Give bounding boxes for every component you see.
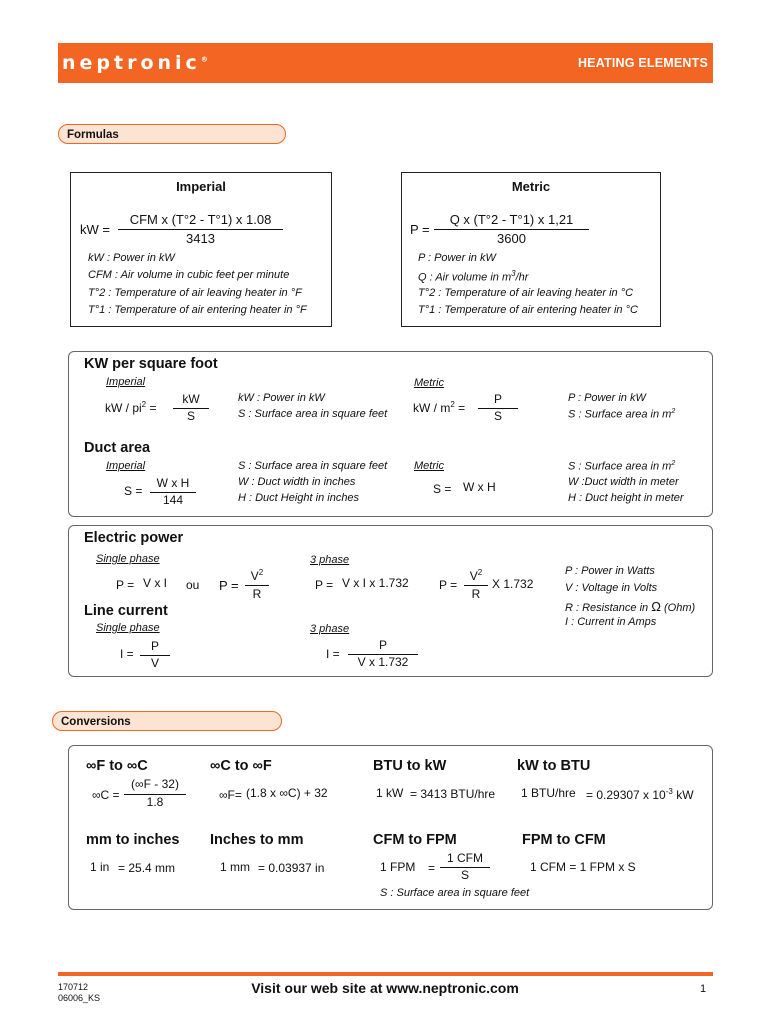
metric-fraction-bar [434,229,589,230]
conv-btu-to-kw-title: BTU to kW [373,758,447,774]
imperial-numerator: CFM x (T°2 - T°1) x 1.08 [129,212,272,227]
electric-sp2-lhs: P = [219,578,239,593]
metric-title: Metric [511,179,551,194]
conv-in-to-mm-lhs: 1 mm [220,860,250,874]
line-tp-lhs: I = [326,647,340,661]
conv-in-to-mm-rhs: = 0.03937 in [258,861,325,875]
electric-sp2-den: R [252,587,262,601]
metric-legend-q: Q : Air volume in $m^3/hr$ [418,269,529,284]
kw-imperial-lhs: kW / $pi^2$ = [105,400,157,415]
conv-mm-to-in-rhs: = 25.4 mm [118,861,176,875]
kw-imperial-den: S [186,409,195,423]
kw-imperial-num: kW [182,392,200,406]
duct-area-title: Duct area [84,440,151,456]
metric-legend-p: P : Power in kW [418,252,496,264]
duct-imperial-label: Imperial [106,460,146,472]
conv-kw-to-btu-lhs: 1 BTU/hre [521,786,576,800]
conv-cfm-to-fpm-lhs: 1 FPM [380,860,416,874]
conv-fpm-to-cfm-expr: 1 CFM = 1 FPM x S [530,860,636,874]
electric-sp2-bar [245,585,269,586]
footer-code1: 170712 [58,982,89,992]
line-single-phase-label: Single phase [96,622,160,634]
conv-f-to-c-title: ∞F to ∞C [86,758,148,774]
kw-imperial-legend-kw: kW : Power in kW [238,392,325,404]
line-tp-num: P [378,638,387,652]
duct-metric-legend-s: S : Surface area in $m^2$ [568,460,676,473]
footer-rule [58,972,713,976]
imperial-legend-t1: T°1 : Temperature of air entering heater in °F [88,304,307,316]
kw-metric-legend-p: P : Power in kW [568,392,646,404]
conv-f-to-c-num: (∞F - 32) [131,777,179,791]
kw-per-sqft-title: KW per square foot [84,356,218,372]
footer-code2: 06006_KS [58,993,101,1003]
electric-tp-lhs: P = [315,578,334,592]
line-three-phase-label: 3 phase [310,623,350,635]
metric-denominator: 3600 [497,231,526,246]
duct-metric-rhs: W x H [463,480,496,494]
imperial-fraction-bar [118,229,283,230]
kw-imperial-label: Imperial [106,376,146,388]
electric-legend-p: P : Power in Watts [565,565,655,577]
neptronic-logo[interactable] [62,52,208,74]
duct-metric-legend-w: W :Duct width in meter [568,476,679,488]
conv-mm-to-in-lhs: 1 in [90,860,110,874]
duct-imperial-legend-h: H : Duct Height in inches [238,492,360,504]
conv-kw-to-btu-title: kW to BTU [517,758,591,774]
conversions-section-label: Conversions [52,711,282,731]
electric-tp2-den: R [471,587,481,601]
conv-f-to-c-den: 1.8 [146,795,164,809]
line-sp-den: V [150,656,159,670]
conv-mm-to-in-title: mm to inches [86,832,180,848]
page-number: 1 [700,983,707,995]
logo-text: neptronic [62,52,201,74]
duct-metric-legend-h: H : Duct height in meter [568,492,684,504]
conv-c-to-f-lhs: ∞F= [219,788,242,802]
duct-imperial-legend-w: W : Duct width in inches [238,476,356,488]
header-title: HEATING ELEMENTS [577,56,708,70]
duct-imperial-legend-s: S : Surface area in square feet [238,460,388,472]
line-tp-den: V x 1.732 [357,655,409,669]
kw-metric-lhs: kW / $m^2$ = [413,400,466,415]
conv-cfm-to-fpm-num: 1 CFM [447,851,483,865]
imperial-denominator: 3413 [186,231,215,246]
line-sp-num: P [150,639,159,653]
duct-metric-lhs: S = [433,482,452,496]
footer-website-link[interactable]: Visit our web site at www.neptronic.com [251,980,519,996]
imperial-lhs: kW = [80,222,110,237]
electric-tp2-tail: X 1.732 [492,577,534,591]
electric-ou: ou [186,578,200,592]
duct-imperial-num: W x H [156,476,190,490]
electric-power-title: Electric power [84,530,184,546]
electric-sp-lhs: P = [116,578,135,592]
conv-c-to-f-rhs: (1.8 x ∞C) + 32 [246,786,328,800]
electric-legend-r: R : Resistance in Ω (Ohm) [565,599,696,614]
line-sp-lhs: I = [120,647,134,661]
conv-fpm-to-cfm-title: FPM to CFM [522,832,606,848]
electric-three-phase-label: 3 phase [310,554,350,566]
kw-imperial-legend-s: S : Surface area in square feet [238,408,388,420]
kw-metric-den: S [493,409,502,423]
electric-legend-i: I : Current in Amps [565,616,657,628]
kw-metric-legend-s: S : Surface area in $m^2$ [568,408,676,421]
imperial-legend-cfm: CFM : Air volume in cubic feet per minute [88,269,290,281]
conv-in-to-mm-title: Inches to mm [210,832,304,848]
conv-f-to-c-lhs: ∞C = [92,788,120,802]
electric-tp2-bar [464,585,488,586]
electric-sp-rhs: V x I [143,576,168,590]
electric-tp2-num: $V^2$ [469,568,483,583]
imperial-legend-kw: kW : Power in kW [88,252,175,264]
duct-imperial-den: 144 [162,493,184,507]
imperial-title: Imperial [176,179,226,194]
conv-kw-to-btu-rhs: = 0.29307 x $10^{-3}$ kW [586,787,694,802]
electric-legend-v: V : Voltage in Volts [565,582,658,594]
electric-single-phase-label: Single phase [96,553,160,565]
conv-cfm-to-fpm-title: CFM to FPM [373,832,457,848]
duct-imperial-lhs: S = [124,484,143,498]
conv-cfm-to-fpm-note: S : Surface area in square feet [380,887,530,899]
conv-cfm-to-fpm-den: S [460,868,469,882]
conv-btu-to-kw-lhs: 1 kW [376,786,404,800]
metric-legend-t2: T°2 : Temperature of air leaving heater in °C [418,287,634,299]
logo-mark: ® [200,55,208,64]
electric-tp2-lhs: P = [439,578,458,592]
metric-lhs: P = [410,222,430,237]
conv-btu-to-kw-rhs: = 3413 BTU/hre [410,787,496,801]
conv-c-to-f-title: ∞C to ∞F [210,758,272,774]
electric-tp-rhs: V x I x 1.732 [342,576,409,590]
conv-cfm-to-fpm-eq: = [428,861,436,875]
metric-numerator: Q x (T°2 - T°1) x 1,21 [449,212,574,227]
electric-sp2-num: $V^2$ [250,568,264,583]
kw-metric-num: P [493,392,502,406]
line-current-title: Line current [84,603,168,619]
duct-metric-label: Metric [414,460,444,472]
formulas-section-label: Formulas [58,124,286,144]
imperial-legend-t2: T°2 : Temperature of air leaving heater in °F [88,287,302,299]
metric-legend-t1: T°1 : Temperature of air entering heater in °C [418,304,638,316]
kw-metric-label: Metric [414,377,444,389]
